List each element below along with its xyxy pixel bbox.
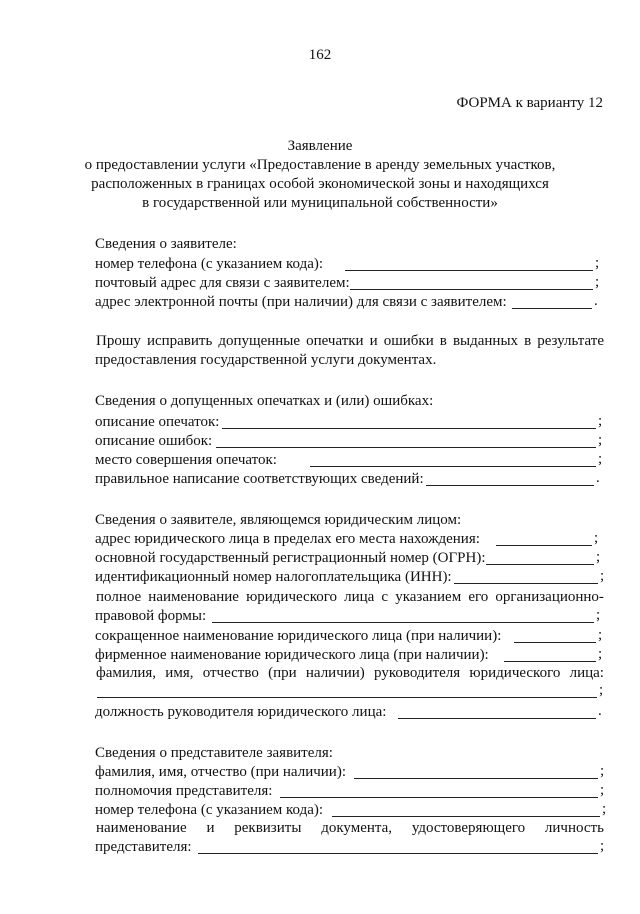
typos-label: описание опечаток:: [95, 414, 220, 430]
request-line-2: предоставления государственной услуги документах.: [95, 352, 437, 368]
rep-powers-label: полномочия представителя:: [95, 783, 273, 799]
representative-heading: Сведения о представителе заявителя:: [95, 745, 333, 761]
justified-word: полное: [96, 589, 142, 605]
justified-word: опечатки: [306, 333, 364, 349]
title-line-1: о предоставлении услуги «Предоставление в аренду земельных участков,: [84, 157, 556, 173]
justified-word: личность: [544, 820, 604, 836]
title-line-3: в государственной или муниципальной собственности»: [142, 195, 498, 211]
mistakes-field[interactable]: [216, 447, 596, 448]
ogrn-field[interactable]: [486, 564, 594, 565]
place-field[interactable]: [310, 466, 596, 467]
semicolon: ;: [600, 763, 605, 779]
justified-word: организационно-: [495, 589, 604, 605]
legal-heading: Сведения о заявителе, являющемся юридическим лицом:: [95, 512, 462, 528]
justified-word: руководителя: [374, 665, 461, 681]
justified-word: документа,: [321, 820, 393, 836]
page-number: 162: [308, 47, 332, 63]
rep-doc-label: представителя:: [95, 839, 192, 855]
semicolon: ;: [600, 838, 605, 854]
justified-word: Прошу: [96, 333, 141, 349]
applicant-email-label: адрес электронной почты (при наличии) для связи с заявителем:: [95, 294, 507, 310]
justified-word: лица:: [569, 665, 604, 681]
rep-doc-line-1: [96, 819, 604, 837]
justified-word: результате: [537, 333, 604, 349]
inn-field[interactable]: [454, 583, 598, 584]
justified-word: наличии): [305, 665, 365, 681]
legal-address-field[interactable]: [496, 545, 592, 546]
short-name-label: сокращенное наименование юридического лица (при наличии):: [95, 628, 502, 644]
applicant-phone-label: номер телефона (с указанием кода):: [95, 256, 324, 272]
applicant-email-field[interactable]: [512, 308, 592, 309]
applicant-phone-field[interactable]: [345, 270, 593, 271]
semicolon: ;: [594, 530, 599, 546]
title-line-2: расположенных в границах особой экономической зоны и находящихся: [91, 176, 549, 192]
semicolon: ;: [600, 782, 605, 798]
rep-phone-field[interactable]: [332, 816, 600, 817]
semicolon: ;: [596, 607, 601, 623]
justified-word: юридического: [246, 589, 337, 605]
justified-word: (при: [268, 665, 297, 681]
ogrn-label: основной государственный регистрационный номер (ОГРН):: [95, 550, 486, 566]
justified-word: с: [381, 589, 389, 605]
period: .: [598, 703, 602, 719]
place-label: место совершения опечаток:: [95, 452, 277, 468]
semicolon: ;: [600, 568, 605, 584]
justified-word: лица: [344, 589, 375, 605]
period: .: [596, 470, 600, 486]
justified-word: отчество: [202, 665, 259, 681]
brand-name-field[interactable]: [504, 661, 596, 662]
legal-head-field[interactable]: [97, 697, 597, 698]
form-label: ФОРМА к варианту 12: [456, 95, 603, 111]
justified-word: и: [369, 333, 378, 349]
semicolon: ;: [598, 627, 603, 643]
request-line-1: [96, 332, 604, 350]
typos-field[interactable]: [222, 428, 596, 429]
short-name-field[interactable]: [514, 642, 596, 643]
semicolon: ;: [602, 801, 607, 817]
justified-word: наименование: [148, 589, 239, 605]
period: .: [594, 293, 598, 309]
errors-heading: Сведения о допущенных опечатках и (или) ошибках:: [95, 393, 434, 409]
semicolon: ;: [598, 646, 603, 662]
brand-name-label: фирменное наименование юридического лица (при наличии):: [95, 647, 489, 663]
head-position-field[interactable]: [398, 718, 596, 719]
semicolon: ;: [598, 413, 603, 429]
correct-field[interactable]: [426, 485, 594, 486]
justified-word: фамилия,: [96, 665, 157, 681]
semicolon: ;: [598, 451, 603, 467]
justified-word: выданных: [452, 333, 519, 349]
rep-doc-field[interactable]: [198, 853, 598, 854]
justified-word: удостоверяющего: [411, 820, 526, 836]
semicolon: ;: [596, 549, 601, 565]
justified-word: его: [468, 589, 489, 605]
correct-label: правильное написание соответствующих сведений:: [95, 471, 424, 487]
head-position-label: должность руководителя юридического лица:: [95, 704, 387, 720]
semicolon: ;: [598, 432, 603, 448]
applicant-postal-label: почтовый адрес для связи с заявителем:: [95, 275, 350, 291]
justified-word: юридического: [469, 665, 561, 681]
semicolon: ;: [595, 255, 600, 271]
justified-word: указанием: [395, 589, 462, 605]
legal-fullname-label: правовой формы:: [95, 608, 207, 624]
justified-word: исправить: [146, 333, 213, 349]
justified-word: и: [206, 820, 215, 836]
semicolon: ;: [599, 682, 604, 698]
applicant-heading: Сведения о заявителе:: [95, 236, 237, 252]
rep-phone-label: номер телефона (с указанием кода):: [95, 802, 324, 818]
justified-word: допущенные: [218, 333, 301, 349]
inn-label: идентификационный номер налогоплательщика (ИНН):: [95, 569, 452, 585]
applicant-postal-field[interactable]: [350, 289, 593, 290]
justified-word: имя,: [165, 665, 194, 681]
semicolon: ;: [595, 274, 600, 290]
justified-word: в: [524, 333, 532, 349]
legal-address-label: адрес юридического лица в пределах его места нахождения:: [95, 531, 480, 547]
legal-fullname-line-1: [96, 588, 604, 606]
rep-fio-label: фамилия, имя, отчество (при наличии):: [95, 764, 346, 780]
rep-fio-field[interactable]: [354, 778, 598, 779]
mistakes-label: описание ошибок:: [95, 433, 213, 449]
legal-head-line: [96, 664, 604, 682]
justified-word: ошибки: [383, 333, 434, 349]
justified-word: наименование: [96, 820, 187, 836]
justified-word: в: [439, 333, 447, 349]
document-title: Заявление: [287, 138, 353, 154]
legal-fullname-field[interactable]: [212, 622, 594, 623]
justified-word: реквизиты: [234, 820, 302, 836]
rep-powers-field[interactable]: [280, 797, 598, 798]
